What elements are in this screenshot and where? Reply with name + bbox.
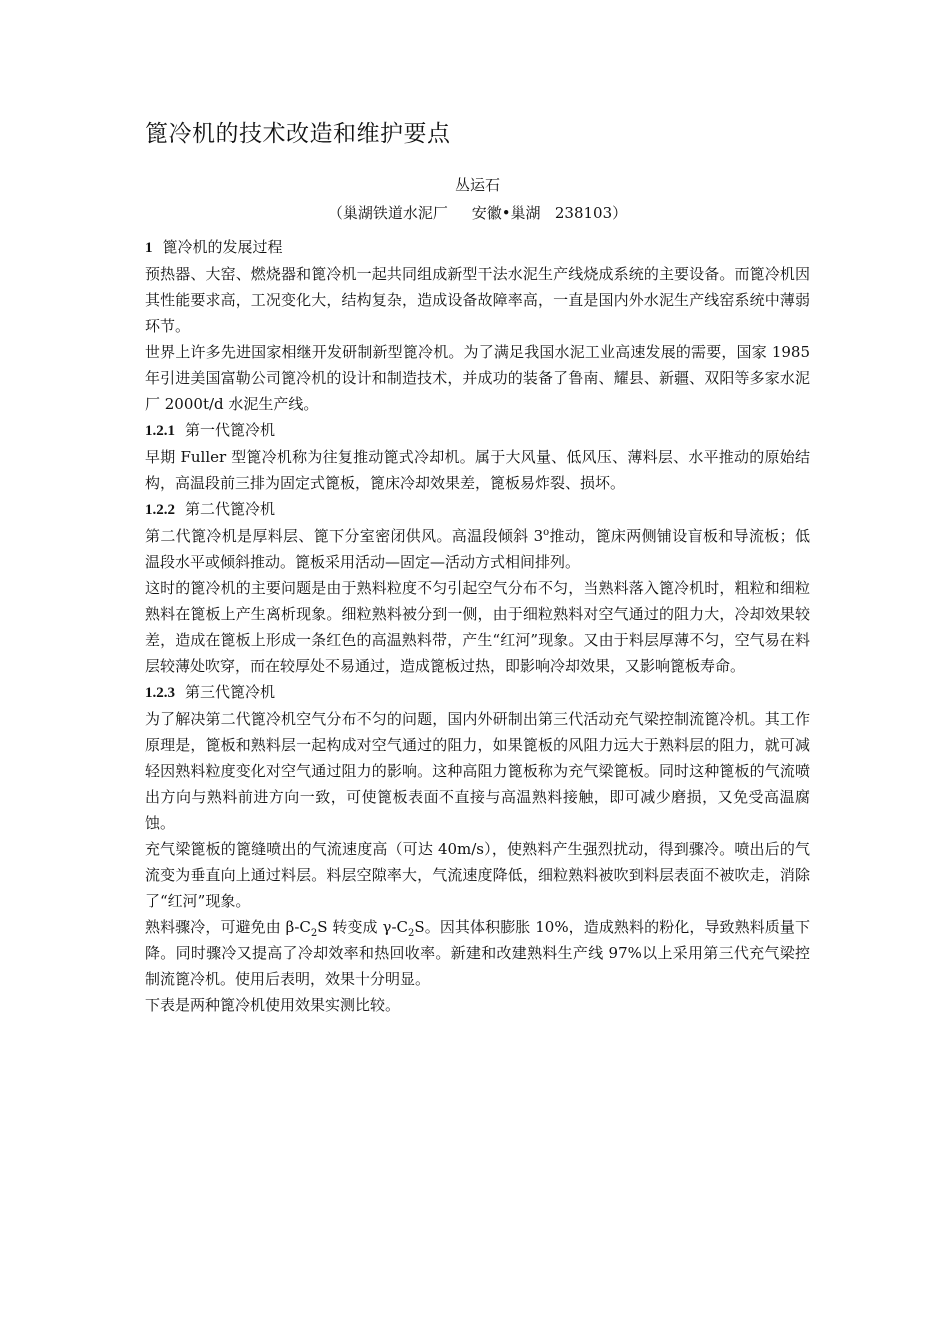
section-number: 1.2.3 <box>145 685 175 701</box>
paragraph <box>145 914 810 992</box>
subscript: 2 <box>310 928 318 939</box>
paragraph: 早期 Fuller 型篦冷机称为往复推动篦式冷却机。属于大风量、低风压、薄料层、水平推动的原始结构，高温段前三排为固定式篦板，篦床冷却效果差，篦板易炸裂、损坏。 <box>145 448 810 492</box>
section-heading-1-2-3 <box>145 679 810 706</box>
section-title: 第三代篦冷机 <box>185 683 276 701</box>
paragraph: 这时的篦冷机的主要问题是由于熟料粒度不匀引起空气分布不匀，当熟料落入篦冷机时，粗粒和细粒熟料在篦板上产生离析现象。细粒熟料被分到一侧，由于细粒熟料对空气通过的阻力大，冷却效果较差，造成在篦板上形成一条红色的高温熟料带，产生“红河”现象。又由于料层厚薄不匀，空气易在料层较薄处吹穿，而在较厚处不易通过，造成篦板过热，即影响冷却效果，又影响篦板寿命。 <box>145 579 810 675</box>
section-title: 第一代篦冷机 <box>185 421 276 439</box>
section-heading-1-2-1 <box>145 417 810 444</box>
paragraph: 充气梁篦板的篦缝喷出的气流速度高（可达 40m/s），使熟料产生强烈扰动，得到骤冷。喷出后的气流变为垂直向上通过料层。料层空隙率大，气流速度降低，细粒熟料被吹到料层表面不被吹走，消除了“红河”现象。 <box>145 840 810 910</box>
text-run: S 转变成 γ-C <box>317 918 409 936</box>
paragraph: 为了解决第二代篦冷机空气分布不匀的问题，国内外研制出第三代活动充气梁控制流篦冷机。其工作原理是，篦板和熟料层一起构成对空气通过的阻力，如果篦板的风阻力远大于熟料层的阻力，就可减轻因熟料粒度变化对空气通过阻力的影响。这种高阻力篦板称为充气梁篦板。同时这种篦板的气流喷出方向与熟料前进方向一致，可使篦板表面不直接与高温熟料接触，即可减少磨损，又免受高温腐蚀。 <box>145 710 810 832</box>
paragraph <box>145 523 810 575</box>
section-number: 1.2.2 <box>145 502 175 518</box>
document-body <box>145 118 810 1018</box>
text-run: 熟料骤冷，可避免由 β-C <box>145 918 311 936</box>
section-number: 1 <box>145 240 153 256</box>
paragraph: 预热器、大窑、燃烧器和篦冷机一起共同组成新型干法水泥生产线烧成系统的主要设备。而篦冷机因其性能要求高，工况变化大，结构复杂，造成设备故障率高，一直是国内外水泥生产线窑系统中薄弱环节。 <box>145 265 810 335</box>
subscript: 2 <box>408 928 415 939</box>
text-run: S。因其体积膨胀 10%，造成熟料的粉化，导致熟料质量下降。同时骤冷又提高了冷却效率和热回收率。新建和改建熟料生产线 97%以上采用第三代充气梁控制流篦冷机。使用后表明，效果十分明显。 <box>145 918 810 988</box>
section-title: 第二代篦冷机 <box>185 500 276 518</box>
section-number: 1.2.1 <box>145 423 175 439</box>
paragraph: 下表是两种篦冷机使用效果实测比较。 <box>145 996 401 1014</box>
text-run: 推动，篦床两侧铺设盲板和导流板；低温段水平或倾斜推动。篦板采用活动—固定—活动方式相间排列。 <box>145 527 810 571</box>
paragraph: 世界上许多先进国家相继开发研制新型篦冷机。为了满足我国水泥工业高速发展的需要，国家 1985 年引进美国富勒公司篦冷机的设计和制造技术，并成功的装备了鲁南、耀县、新疆、双阳等多家水泥厂 2000t/d 水泥生产线。 <box>145 343 810 413</box>
section-title: 篦冷机的发展过程 <box>162 238 283 256</box>
section-heading-1 <box>145 234 810 261</box>
author-affiliation: （巢湖铁道水泥厂 安徽•巢湖 238103） <box>327 204 628 222</box>
author-name: 丛运石 <box>454 176 500 194</box>
degree-mark: o <box>543 527 550 538</box>
text-run: 第二代篦冷机是厚料层、篦下分室密闭供风。高温段倾斜 3 <box>145 527 544 545</box>
article-title: 篦冷机的技术改造和维护要点 <box>145 121 451 147</box>
section-heading-1-2-2 <box>145 496 810 523</box>
